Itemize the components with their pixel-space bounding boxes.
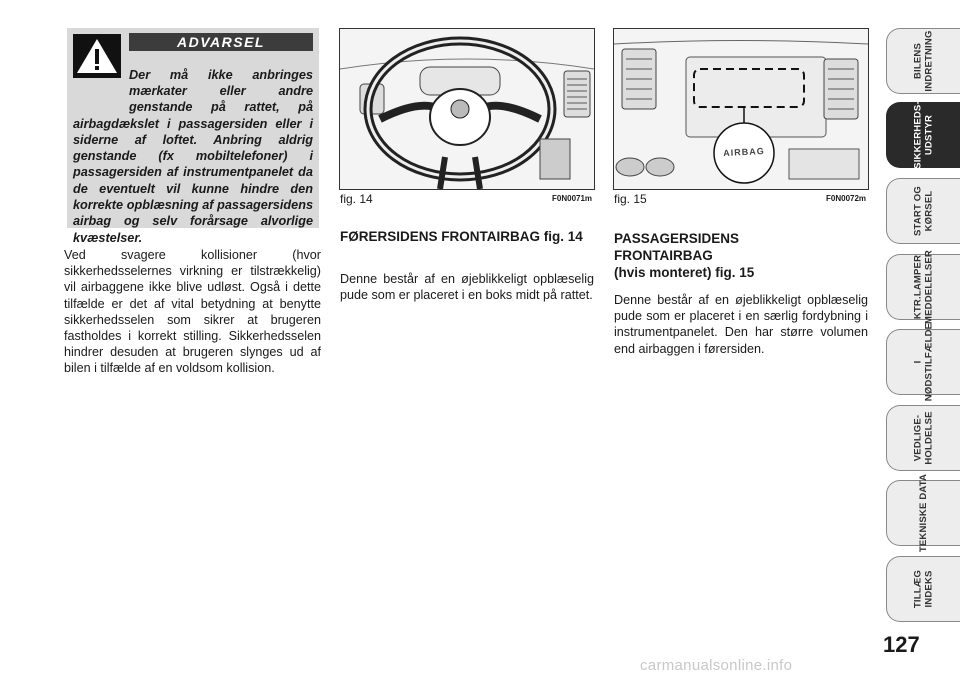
tab-bilens-indretning[interactable] (886, 28, 960, 94)
warning-text: Der må ikke anbringes mærkater eller andre genstande på rattet, på airbagdækslet i passagersiden eller i siderne af loftet. Anbring aldrig genstande (fx mobiltelefoner) i passagersiden af instrumentpanelet da de eventuelt vil kunne hindre den korrekte opblæsning af passagersidens airbag og selv forårsage alvorlige kvæstelser. (73, 67, 313, 245)
tab-label: SIKKERHEDS- UDSTYR (912, 101, 934, 169)
figure-15-caption: fig. 15 (614, 192, 647, 206)
tab-label: BILENS INDRETNING (912, 30, 934, 92)
tab-noedstilfaelde[interactable] (886, 322, 960, 402)
airbag-label: AIRBAG (723, 145, 765, 159)
figure-14-code: F0N0071m (552, 194, 593, 203)
tab-vedligeholdelse[interactable] (886, 405, 960, 471)
tab-label: START OG KØRSEL (912, 186, 934, 236)
paragraph-collision: Ved svagere kollisioner (hvor sikkerhedsselernes virkning er tilstrækkelig) vil airbaggene ikke blive udløst. Også i dette tilfælde er det af vital betydning at benytte sikkerhedsselen som sikrer at brugeren fastholdes i korrekt stilling. Sikkerhedsselen hindrer desuden at brugeren slynges ud af bilen i tilfælde af en voldsom kollision. (64, 248, 321, 376)
tab-tillaeg-indeks[interactable] (886, 556, 960, 622)
page-number: 127 (883, 632, 920, 657)
figure-14-caption: fig. 14 (340, 192, 373, 206)
heading-passenger-line2: FRONTAIRBAG (614, 248, 713, 263)
heading-passenger-line1: PASSAGERSIDENS (614, 231, 740, 246)
paragraph-passenger-airbag: Denne består af en øjeblikkeligt opblæselig pude som er placeret i en særlig fordybning i instrumentpanelet. Den har større volumen end airbaggen i førersiden. (614, 293, 868, 356)
tab-label: TEKNISKE DATA (917, 473, 929, 553)
steering-wheel-illustration (340, 29, 594, 189)
warning-title: ADVARSEL (129, 33, 313, 51)
figure-15-dashboard-airbag (613, 28, 869, 190)
heading-passenger-line3: (hvis monteret) fig. 15 (614, 265, 755, 280)
tab-ktr-lamper[interactable] (886, 250, 960, 324)
tab-start-og-koersel[interactable] (886, 178, 960, 244)
heading-passenger-airbag (614, 230, 868, 281)
figure-15-code: F0N0072m (826, 194, 867, 203)
paragraph-driver-airbag: Denne består af en øjeblikkeligt opblæselig pude som er placeret i en boks midt på rattet. (340, 272, 594, 303)
tab-label: I NØDSTILFÆLDE (912, 322, 934, 402)
tab-tekniske-data[interactable] (886, 473, 960, 553)
watermark: carmanualsonline.info (640, 657, 793, 674)
figure-14-steering-wheel (339, 28, 595, 190)
tab-label: TILLÆG INDEKS (912, 569, 934, 609)
tab-label: KTR.LAMPER MEDDELELSER (912, 250, 934, 324)
tab-sikkerhedsudstyr[interactable] (886, 102, 960, 168)
warning-box (67, 28, 319, 245)
tab-label: VEDLIGE- HOLDELSE (912, 411, 934, 465)
dashboard-illustration (614, 29, 868, 189)
heading-driver-airbag: FØRERSIDENS FRONTAIRBAG fig. 14 (340, 229, 583, 244)
